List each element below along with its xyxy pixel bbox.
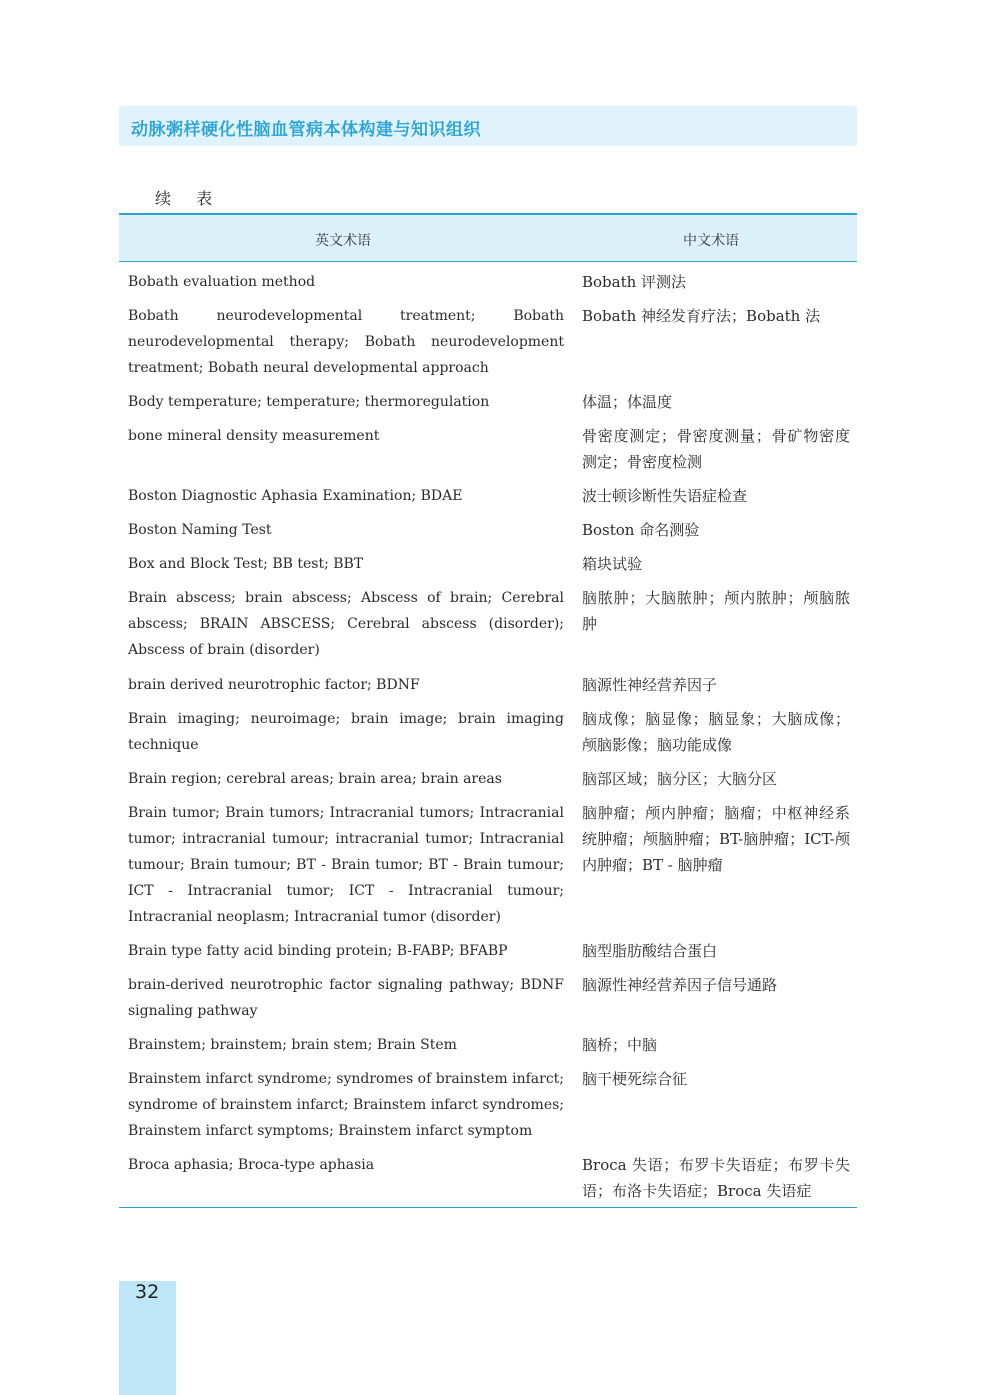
english-term: Box and Block Test; BB test; BBT <box>128 556 364 572</box>
page-number-tab <box>119 1281 176 1395</box>
running-header-title: 动脉粥样硬化性脑血管病本体构建与知识组织 <box>131 120 481 140</box>
chinese-term: 波士顿诊断性失语症检查 <box>582 487 748 505</box>
chinese-term: 脑桥；中脑 <box>582 1036 658 1054</box>
chinese-term: Bobath 神经发育疗法；Bobath 法 <box>582 307 821 325</box>
english-term: Broca aphasia; Broca-type aphasia <box>128 1157 375 1173</box>
english-term: Brain region; cerebral areas; brain area; brain areas <box>128 771 502 787</box>
chinese-term: 体温；体温度 <box>582 393 673 411</box>
chinese-term: 脑源性神经营养因子 <box>582 676 718 694</box>
continued-table-label: 续 表 <box>155 189 223 208</box>
english-term: Body temperature; temperature; thermoregulation <box>128 394 490 410</box>
running-header <box>119 106 857 146</box>
chinese-term: 脑肿瘤；颅内肿瘤；脑瘤；中枢神经系统肿瘤；颅脑肿瘤；BT-脑肿瘤；ICT-颅内肿瘤；BT - 脑肿瘤 <box>582 804 850 874</box>
english-term: Bobath neurodevelopmental treatment; Bobath neurodevelopmental therapy; Bobath neurodevelopment treatment; Bobath neural developmental approach <box>128 308 564 376</box>
table-header <box>119 213 857 262</box>
english-term: Brain type fatty acid binding protein; B-FABP; BFABP <box>128 943 508 959</box>
terminology-table <box>119 213 857 1200</box>
english-term: Brainstem; brainstem; brain stem; Brain Stem <box>128 1037 457 1053</box>
english-term: Brain imaging; neuroimage; brain image; brain imaging technique <box>128 711 564 753</box>
english-term: Brainstem infarct syndrome; syndromes of brainstem infarct; syndrome of brainstem infarct; Brainstem infarct syndromes; Brainstem infarct symptoms; Brainstem infarct symptom <box>128 1071 564 1139</box>
chinese-term: Boston 命名测验 <box>582 521 700 539</box>
chinese-term: 脑部区域；脑分区；大脑分区 <box>582 770 778 788</box>
chinese-term: 脑型脂肪酸结合蛋白 <box>582 942 718 960</box>
chinese-term: 脑源性神经营养因子信号通路 <box>582 976 778 994</box>
chinese-term: 脑脓肿；大脑脓肿；颅内脓肿；颅脑脓肿 <box>582 589 850 633</box>
page-number: 32 <box>135 1281 160 1303</box>
english-term: bone mineral density measurement <box>128 428 380 444</box>
english-term: Boston Diagnostic Aphasia Examination; BDAE <box>128 488 463 504</box>
column-header-english: 英文术语 <box>315 233 371 249</box>
english-term: brain derived neurotrophic factor; BDNF <box>128 677 420 693</box>
chinese-term: 脑成像；脑显像；脑显象；大脑成像；颅脑影像；脑功能成像 <box>582 710 850 754</box>
chinese-term: 脑干梗死综合征 <box>582 1070 688 1088</box>
table-bottom-rule <box>119 1207 857 1208</box>
english-term: brain-derived neurotrophic factor signaling pathway; BDNF signaling pathway <box>128 977 564 1019</box>
chinese-term: Broca 失语；布罗卡失语症；布罗卡失语；布洛卡失语症；Broca 失语症 <box>582 1156 850 1200</box>
column-header-chinese: 中文术语 <box>683 233 739 249</box>
english-term: Brain abscess; brain abscess; Abscess of brain; Cerebral abscess; BRAIN ABSCESS; Cerebral abscess (disorder); Abscess of brain (disorder) <box>128 590 564 658</box>
english-term: Brain tumor; Brain tumors; Intracranial tumors; Intracranial tumor; intracranial tumour; intracranial tumor; Intracranial tumour; Brain tumour; BT - Brain tumor; BT - Brain tumour; ICT - Intracranial tumor; ICT - Intracranial tumour; Intracranial neoplasm; Intracranial tumor (disorder) <box>128 805 564 925</box>
chinese-term: 骨密度测定；骨密度测量；骨矿物密度测定；骨密度检测 <box>582 427 850 471</box>
chinese-term: Bobath 评测法 <box>582 273 687 291</box>
english-term: Boston Naming Test <box>128 522 272 538</box>
english-term: Bobath evaluation method <box>128 274 316 290</box>
chinese-term: 箱块试验 <box>582 555 643 573</box>
